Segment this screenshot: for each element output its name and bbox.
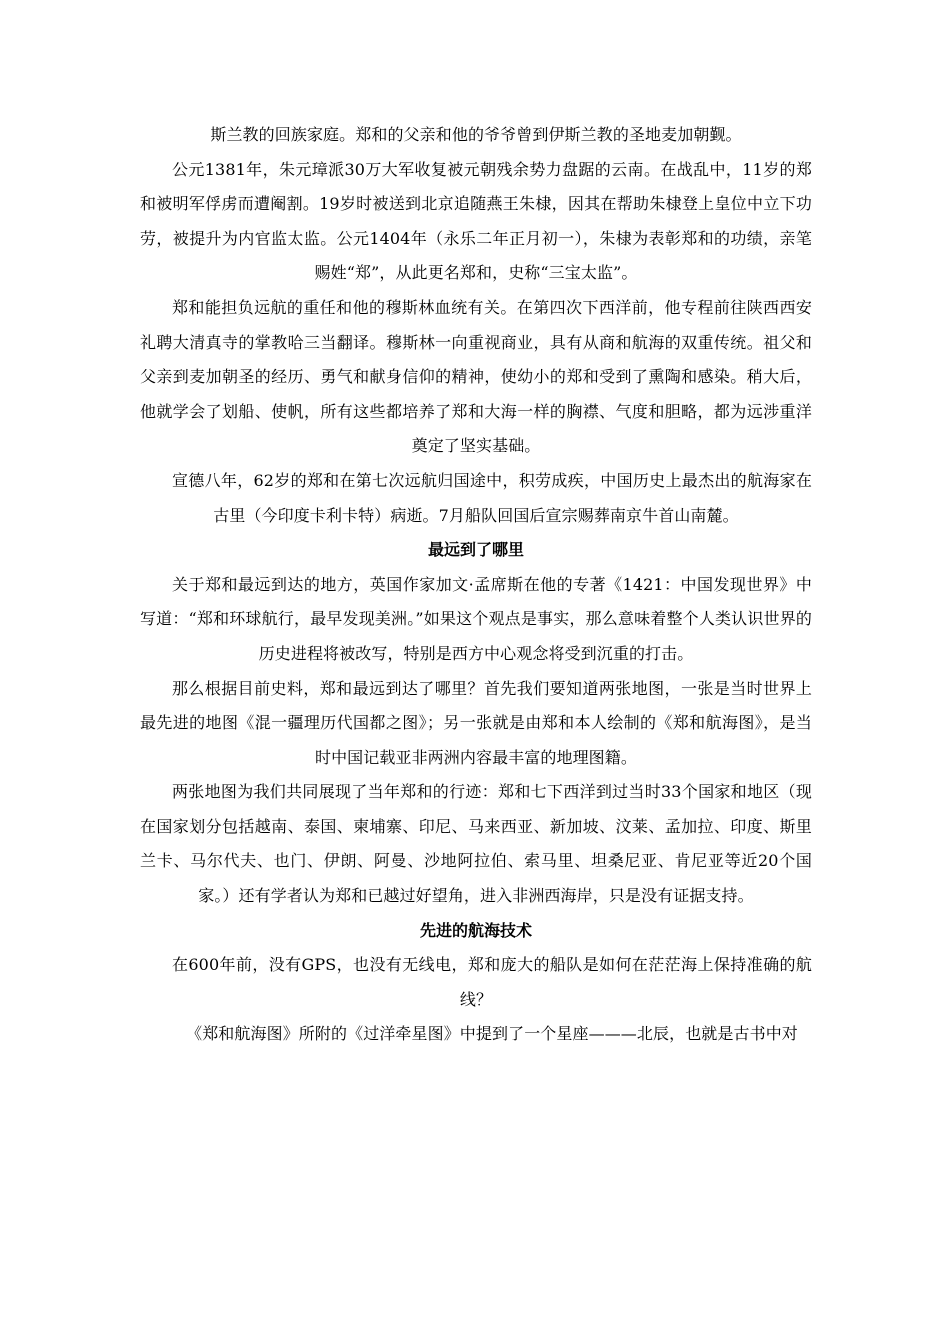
paragraph: 郑和能担负远航的重任和他的穆斯林血统有关。在第四次下西洋前，他专程前往陕西西安礼聘大清真寺的掌教哈三当翻译。穆斯林一向重视商业，具有从商和航海的双重传统。祖父和父亲到麦加朝圣的经历、勇气和献身信仰的精神，使幼小的郑和受到了熏陶和感染。稍大后，他就学会了划船、使帆，所有这些都培养了郑和大海一样的胸襟、气度和胆略，都为远涉重洋奠定了坚实基础。: [140, 297, 812, 456]
paragraph: 公元1381年，朱元璋派30万大军收复被元朝残余势力盘踞的云南。在战乱中，11岁的郑和被明军俘虏而遭阉割。19岁时被送到北京追随燕王朱棣，因其在帮助朱棣登上皇位中立下功劳，被提升为内官监太监。公元1404年（永乐二年正月初一），朱棣为表彰郑和的功绩，亲笔赐姓“郑”，从此更名郑和，史称“三宝太监”。: [140, 159, 812, 283]
paragraph: 那么根据目前史料，郑和最远到达了哪里？首先我们要知道两张地图，一张是当时世界上最先进的地图《混一疆理历代国都之图》；另一张就是由郑和本人绘制的《郑和航海图》，是当时中国记载亚非两洲内容最丰富的地理图籍。: [140, 678, 812, 767]
paragraph: 关于郑和最远到达的地方，英国作家加文·孟席斯在他的专著《1421：中国发现世界》中写道：“郑和环球航行，最早发现美洲。”如果这个观点是事实，那么意味着整个人类认识世界的历史进程将被改写，特别是西方中心观念将受到沉重的打击。: [140, 574, 812, 663]
paragraph: 宣德八年，62岁的郑和在第七次远航归国途中，积劳成疾，中国历史上最杰出的航海家在古里（今印度卡利卡特）病逝。7月船队回国后宣宗赐葬南京牛首山南麓。: [172, 470, 812, 525]
section-heading: 先进的航海技术: [419, 920, 532, 940]
paragraph: 《郑和航海图》所附的《过洋牵星图》中提到了一个星座———北辰，也就是古书中对: [186, 1024, 798, 1044]
paragraph: 斯兰教的回族家庭。郑和的父亲和他的爷爷曾到伊斯兰教的圣地麦加朝觐。: [210, 125, 742, 144]
paragraph: 两张地图为我们共同展现了当年郑和的行迹：郑和七下西洋到过当时33个国家和地区（现在国家划分包括越南、泰国、柬埔寨、印尼、马来西亚、新加坡、汶莱、孟加拉、印度、斯里兰卡、马尔代夫、也门、伊朗、阿曼、沙地阿拉伯、索马里、坦桑尼亚、肯尼亚等近20个国家。）还有学者认为郑和已越过好望角，进入非洲西海岸，只是没有证据支持。: [140, 782, 812, 906]
document-page: [140, 118, 812, 1052]
section-heading: 最远到了哪里: [427, 540, 524, 560]
paragraph: 在600年前，没有GPS，也没有无线电，郑和庞大的船队是如何在茫茫海上保持准确的航线？: [172, 955, 812, 1009]
